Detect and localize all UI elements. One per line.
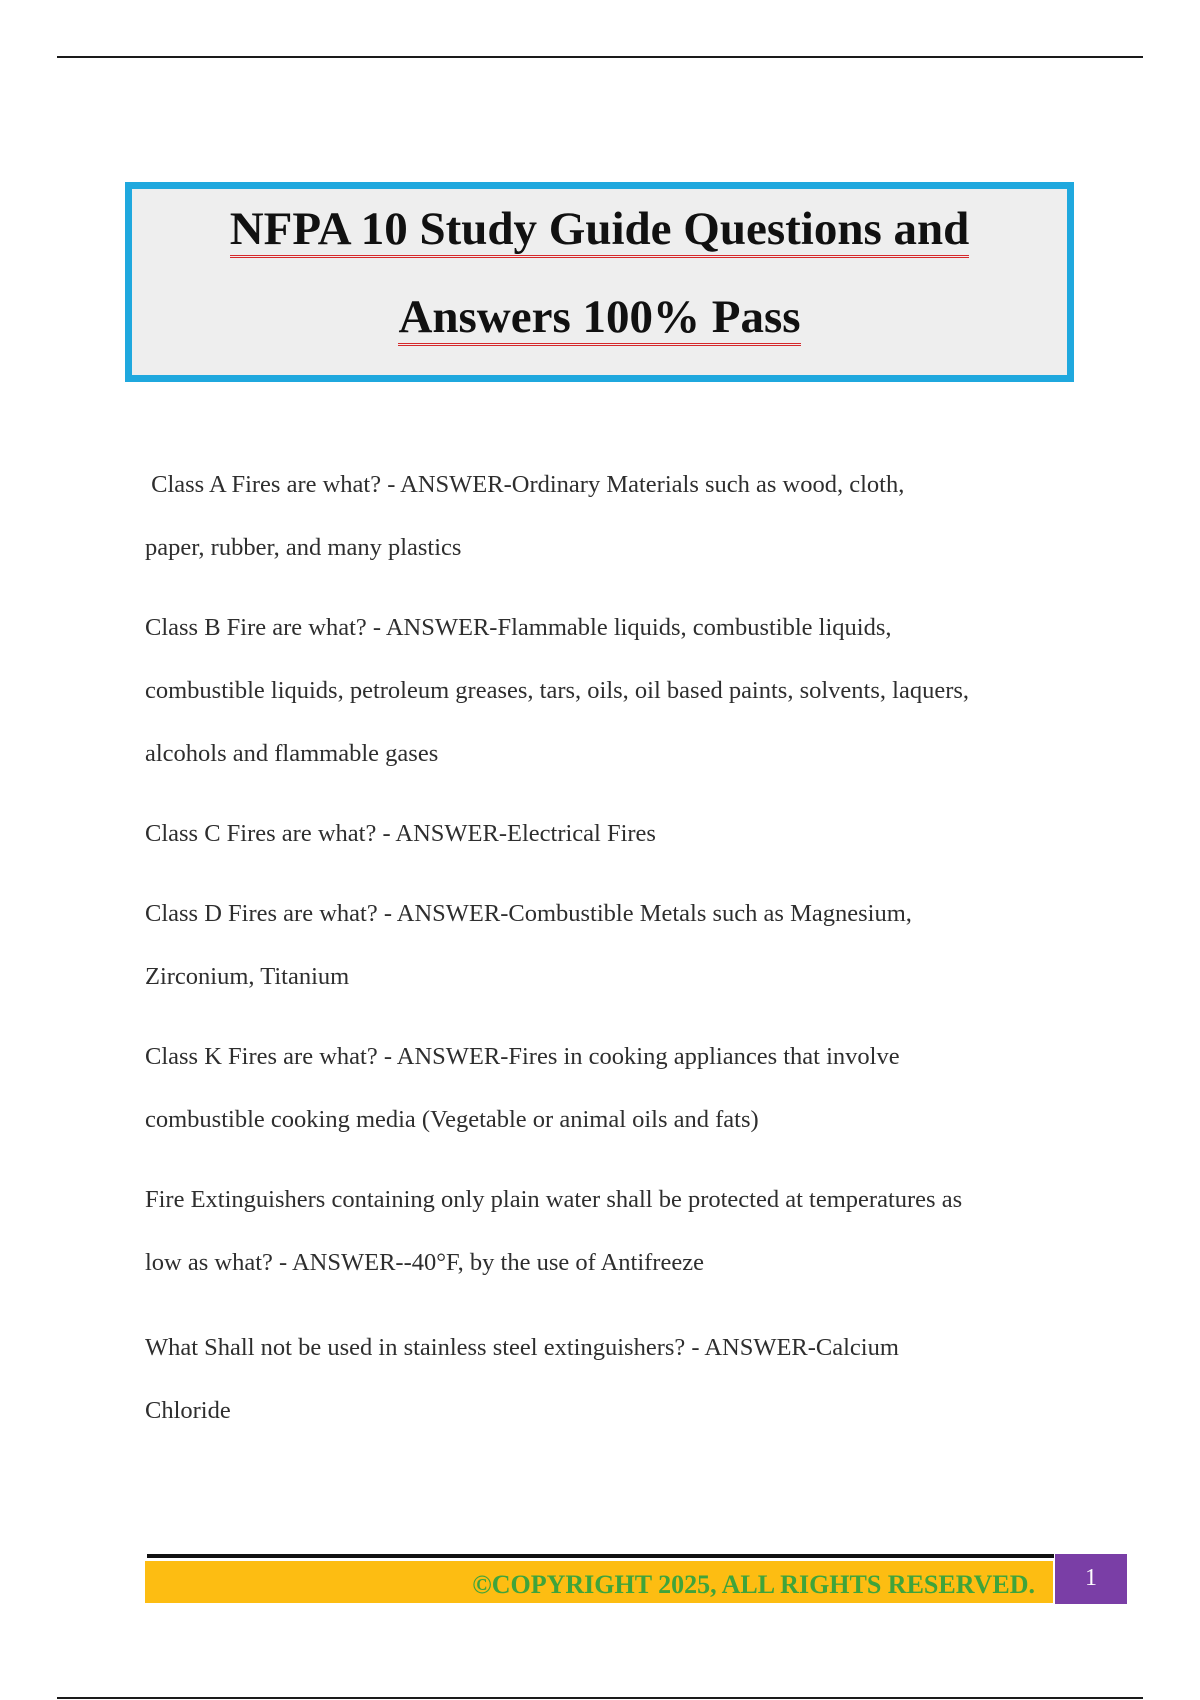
qa-item-stainless-steel bbox=[145, 1316, 1085, 1442]
qa-line: Zirconium, Titanium bbox=[145, 963, 350, 990]
qa-item-class-b bbox=[145, 596, 1085, 785]
qa-line: low as what? - ANSWER--40°F, by the use of Antifreeze bbox=[145, 1249, 704, 1276]
title-box bbox=[125, 182, 1074, 382]
qa-line: What Shall not be used in stainless steel extinguishers? - ANSWER-Calcium bbox=[145, 1334, 899, 1361]
qa-line: Fire Extinguishers containing only plain water shall be protected at temperatures as bbox=[145, 1186, 963, 1213]
qa-line: combustible cooking media (Vegetable or animal oils and fats) bbox=[145, 1106, 759, 1133]
title-text-1: NFPA 10 Study Guide Questions and bbox=[230, 203, 970, 258]
qa-item-class-d bbox=[145, 882, 1085, 1008]
qa-line: paper, rubber, and many plastics bbox=[145, 534, 462, 561]
footer-rule bbox=[147, 1554, 1054, 1558]
qa-line: Class B Fire are what? - ANSWER-Flammable liquids, combustible liquids, bbox=[145, 614, 892, 641]
copyright-bar: ©COPYRIGHT 2025, ALL RIGHTS RESERVED. bbox=[145, 1561, 1053, 1603]
page-number: 1 bbox=[1055, 1554, 1127, 1604]
qa-item-class-c bbox=[145, 802, 1085, 865]
qa-line: Chloride bbox=[145, 1397, 231, 1424]
title-line-1 bbox=[132, 201, 1067, 257]
qa-line: Class K Fires are what? - ANSWER-Fires in cooking appliances that involve bbox=[145, 1043, 900, 1070]
qa-line: alcohols and flammable gases bbox=[145, 740, 439, 767]
bottom-rule bbox=[57, 1697, 1143, 1699]
top-rule bbox=[57, 56, 1143, 58]
qa-item-class-k bbox=[145, 1025, 1085, 1151]
qa-item-class-a bbox=[145, 453, 1085, 579]
qa-line: Class A Fires are what? - ANSWER-Ordinary Materials such as wood, cloth, bbox=[145, 471, 905, 498]
qa-line: Class D Fires are what? - ANSWER-Combustible Metals such as Magnesium, bbox=[145, 900, 912, 927]
qa-item-water-extinguisher bbox=[145, 1168, 1085, 1294]
qa-line: Class C Fires are what? - ANSWER-Electrical Fires bbox=[145, 820, 656, 847]
qa-line: combustible liquids, petroleum greases, tars, oils, oil based paints, solvents, laquers, bbox=[145, 677, 970, 704]
title-text-2: Answers 100% Pass bbox=[398, 291, 800, 346]
title-line-2 bbox=[132, 289, 1067, 345]
